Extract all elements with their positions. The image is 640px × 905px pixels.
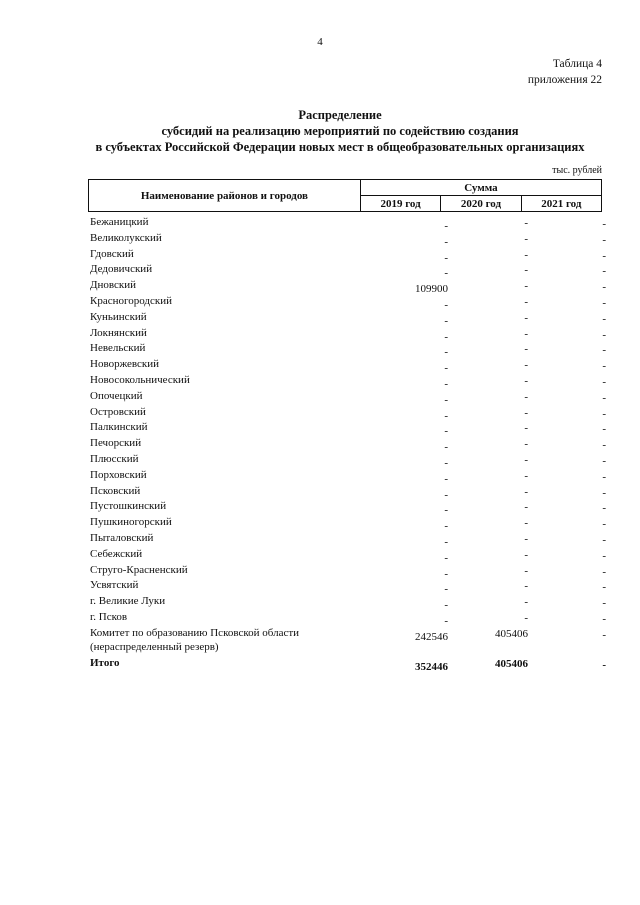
table-row bbox=[88, 515, 612, 531]
distribution-table-header bbox=[88, 179, 602, 212]
region-name: Палкинский bbox=[90, 421, 148, 434]
value-2019: - bbox=[444, 520, 448, 533]
table-row bbox=[88, 357, 612, 373]
value-2021: - bbox=[602, 486, 606, 499]
value-2019: - bbox=[444, 472, 448, 485]
region-name: Гдовский bbox=[90, 247, 134, 260]
value-2020: - bbox=[524, 453, 528, 466]
header-year-2019: 2019 год bbox=[360, 196, 440, 212]
value-2019: - bbox=[444, 488, 448, 501]
region-name: Псковский bbox=[90, 484, 141, 497]
table-row bbox=[88, 405, 612, 421]
value-2021: - bbox=[602, 518, 606, 531]
value-2020: - bbox=[524, 485, 528, 498]
header-sum: Сумма bbox=[360, 180, 601, 196]
committee-name-line1: Комитет по образованию Псковской области bbox=[90, 626, 300, 639]
total-value-2021: - bbox=[602, 658, 606, 671]
title-line2: субсидий на реализацию мероприятий по содействию создания bbox=[161, 124, 519, 138]
value-2020: - bbox=[524, 517, 528, 530]
value-2021: - bbox=[602, 218, 606, 230]
value-2019: - bbox=[444, 456, 448, 469]
value-2021: - bbox=[602, 328, 606, 341]
region-name: Дедовичский bbox=[90, 263, 153, 276]
value-2020: - bbox=[524, 564, 528, 577]
table-row bbox=[88, 341, 612, 357]
value-2021: - bbox=[602, 344, 606, 357]
total-value-2019: 352446 bbox=[415, 660, 448, 673]
value-2020: - bbox=[524, 343, 528, 356]
value-2021: - bbox=[602, 502, 606, 515]
title-line1: Распределение bbox=[298, 108, 382, 122]
value-2019: - bbox=[444, 362, 448, 375]
table-row bbox=[88, 547, 612, 563]
region-name: Невельский bbox=[90, 342, 146, 355]
value-2020: - bbox=[524, 280, 528, 293]
value-2021: - bbox=[602, 612, 606, 625]
table-reference bbox=[528, 56, 602, 88]
value-2021: - bbox=[602, 281, 606, 294]
region-name: г. Великие Луки bbox=[90, 595, 166, 608]
region-name: Красногородский bbox=[90, 294, 173, 307]
region-name: Усвятский bbox=[90, 579, 139, 592]
header-year-2020: 2020 год bbox=[441, 196, 521, 212]
value-2021: - bbox=[602, 439, 606, 452]
table-body bbox=[88, 215, 612, 672]
value-2019: - bbox=[444, 235, 448, 248]
value-2021: - bbox=[602, 549, 606, 562]
value-2020: - bbox=[524, 217, 528, 229]
value-2019: - bbox=[444, 409, 448, 422]
value-2021: - bbox=[602, 249, 606, 262]
region-name: Пустошкинский bbox=[90, 500, 167, 513]
value-2019: - bbox=[444, 314, 448, 327]
value-2019: - bbox=[444, 599, 448, 612]
value-2021: - bbox=[602, 423, 606, 436]
table-ref-line1: Таблица 4 bbox=[552, 58, 602, 70]
value-2020: - bbox=[524, 438, 528, 451]
region-name: Пыталовский bbox=[90, 531, 154, 544]
table-row bbox=[88, 484, 612, 500]
value-2020: - bbox=[524, 311, 528, 324]
value-2020: - bbox=[524, 469, 528, 482]
value-2019: 109900 bbox=[415, 283, 448, 296]
committee-value-2021: - bbox=[602, 628, 606, 641]
value-2021: - bbox=[602, 565, 606, 578]
committee-name bbox=[90, 626, 299, 654]
value-2020: - bbox=[524, 422, 528, 435]
value-2020: - bbox=[524, 295, 528, 308]
region-name: Великолукский bbox=[90, 231, 162, 244]
value-2019: - bbox=[444, 251, 448, 264]
value-2020: - bbox=[524, 390, 528, 403]
table-ref-line2: приложения 22 bbox=[527, 74, 602, 86]
value-2019: - bbox=[444, 346, 448, 359]
table-row bbox=[88, 247, 612, 263]
table-row bbox=[88, 389, 612, 405]
value-2019: - bbox=[444, 441, 448, 454]
committee-value-2020: 405406 bbox=[495, 627, 528, 640]
value-2020: - bbox=[524, 548, 528, 561]
value-2021: - bbox=[602, 470, 606, 483]
units-label: тыс. рублей bbox=[552, 165, 602, 176]
table-row bbox=[88, 326, 612, 342]
value-2021: - bbox=[602, 533, 606, 546]
value-2021: - bbox=[602, 375, 606, 388]
table-row-total bbox=[88, 656, 612, 672]
table-row bbox=[88, 278, 612, 294]
value-2021: - bbox=[602, 391, 606, 404]
table-row bbox=[88, 215, 612, 231]
value-2019: - bbox=[444, 567, 448, 580]
region-name: Опочецкий bbox=[90, 389, 143, 402]
region-name: Струго-Красненский bbox=[90, 563, 188, 576]
region-name: Дновский bbox=[90, 279, 137, 292]
table-row bbox=[88, 610, 612, 626]
value-2019: - bbox=[444, 298, 448, 311]
region-name: Порховский bbox=[90, 468, 147, 481]
region-name: Локнянский bbox=[90, 326, 147, 339]
title-line3: в субъектах Российской Федерации новых мест в общеобразовательных организациях bbox=[95, 140, 585, 154]
table-row bbox=[88, 436, 612, 452]
value-2020: - bbox=[524, 359, 528, 372]
value-2021: - bbox=[602, 233, 606, 246]
region-name: Себежский bbox=[90, 547, 143, 560]
region-name: Пушкиногорский bbox=[90, 516, 172, 529]
value-2019: - bbox=[444, 220, 448, 232]
table-row bbox=[88, 310, 612, 326]
value-2020: - bbox=[524, 327, 528, 340]
total-value-2020: 405406 bbox=[495, 657, 528, 670]
value-2020: - bbox=[524, 532, 528, 545]
table-row bbox=[88, 578, 612, 594]
value-2020: - bbox=[524, 580, 528, 593]
value-2019: - bbox=[444, 377, 448, 390]
page-number: 4 bbox=[317, 36, 323, 48]
region-name: Новоржевский bbox=[90, 358, 160, 371]
table-row bbox=[88, 294, 612, 310]
value-2020: - bbox=[524, 232, 528, 245]
table-row bbox=[88, 262, 612, 278]
header-year-2021: 2021 год bbox=[521, 196, 601, 212]
value-2019: - bbox=[444, 267, 448, 280]
value-2019: - bbox=[444, 583, 448, 596]
table-row bbox=[88, 531, 612, 547]
value-2020: - bbox=[524, 374, 528, 387]
value-2020: - bbox=[524, 264, 528, 277]
region-name: Островский bbox=[90, 405, 146, 418]
value-2020: - bbox=[524, 406, 528, 419]
value-2021: - bbox=[602, 581, 606, 594]
value-2019: - bbox=[444, 551, 448, 564]
table-row bbox=[88, 499, 612, 515]
value-2019: - bbox=[444, 330, 448, 343]
table-row bbox=[88, 452, 612, 468]
table-row bbox=[88, 594, 612, 610]
region-name: Куньинский bbox=[90, 310, 147, 323]
committee-name-line2: (нераспределенный резерв) bbox=[90, 640, 219, 653]
region-name: Плюсский bbox=[90, 452, 139, 465]
value-2021: - bbox=[602, 265, 606, 278]
value-2019: - bbox=[444, 393, 448, 406]
value-2021: - bbox=[602, 296, 606, 309]
table-row bbox=[88, 373, 612, 389]
value-2021: - bbox=[602, 407, 606, 420]
header-name: Наименование районов и городов bbox=[89, 180, 361, 212]
total-label: Итого bbox=[90, 656, 120, 669]
value-2019: - bbox=[444, 425, 448, 438]
table-row-committee bbox=[88, 626, 612, 656]
table-row bbox=[88, 231, 612, 247]
value-2021: - bbox=[602, 454, 606, 467]
region-name: г. Псков bbox=[90, 610, 128, 623]
value-2019: - bbox=[444, 614, 448, 627]
value-2021: - bbox=[602, 597, 606, 610]
value-2021: - bbox=[602, 360, 606, 373]
region-name: Бежаницкий bbox=[90, 216, 149, 228]
value-2019: - bbox=[444, 504, 448, 517]
value-2020: - bbox=[524, 596, 528, 609]
table-row bbox=[88, 563, 612, 579]
table-row bbox=[88, 468, 612, 484]
value-2020: - bbox=[524, 611, 528, 624]
value-2021: - bbox=[602, 312, 606, 325]
value-2019: - bbox=[444, 535, 448, 548]
table-row bbox=[88, 420, 612, 436]
committee-value-2019: 242546 bbox=[415, 630, 448, 643]
region-name: Печорский bbox=[90, 437, 142, 450]
document-title bbox=[60, 107, 620, 155]
value-2020: - bbox=[524, 248, 528, 261]
value-2020: - bbox=[524, 501, 528, 514]
region-name: Новосокольнический bbox=[90, 373, 190, 386]
